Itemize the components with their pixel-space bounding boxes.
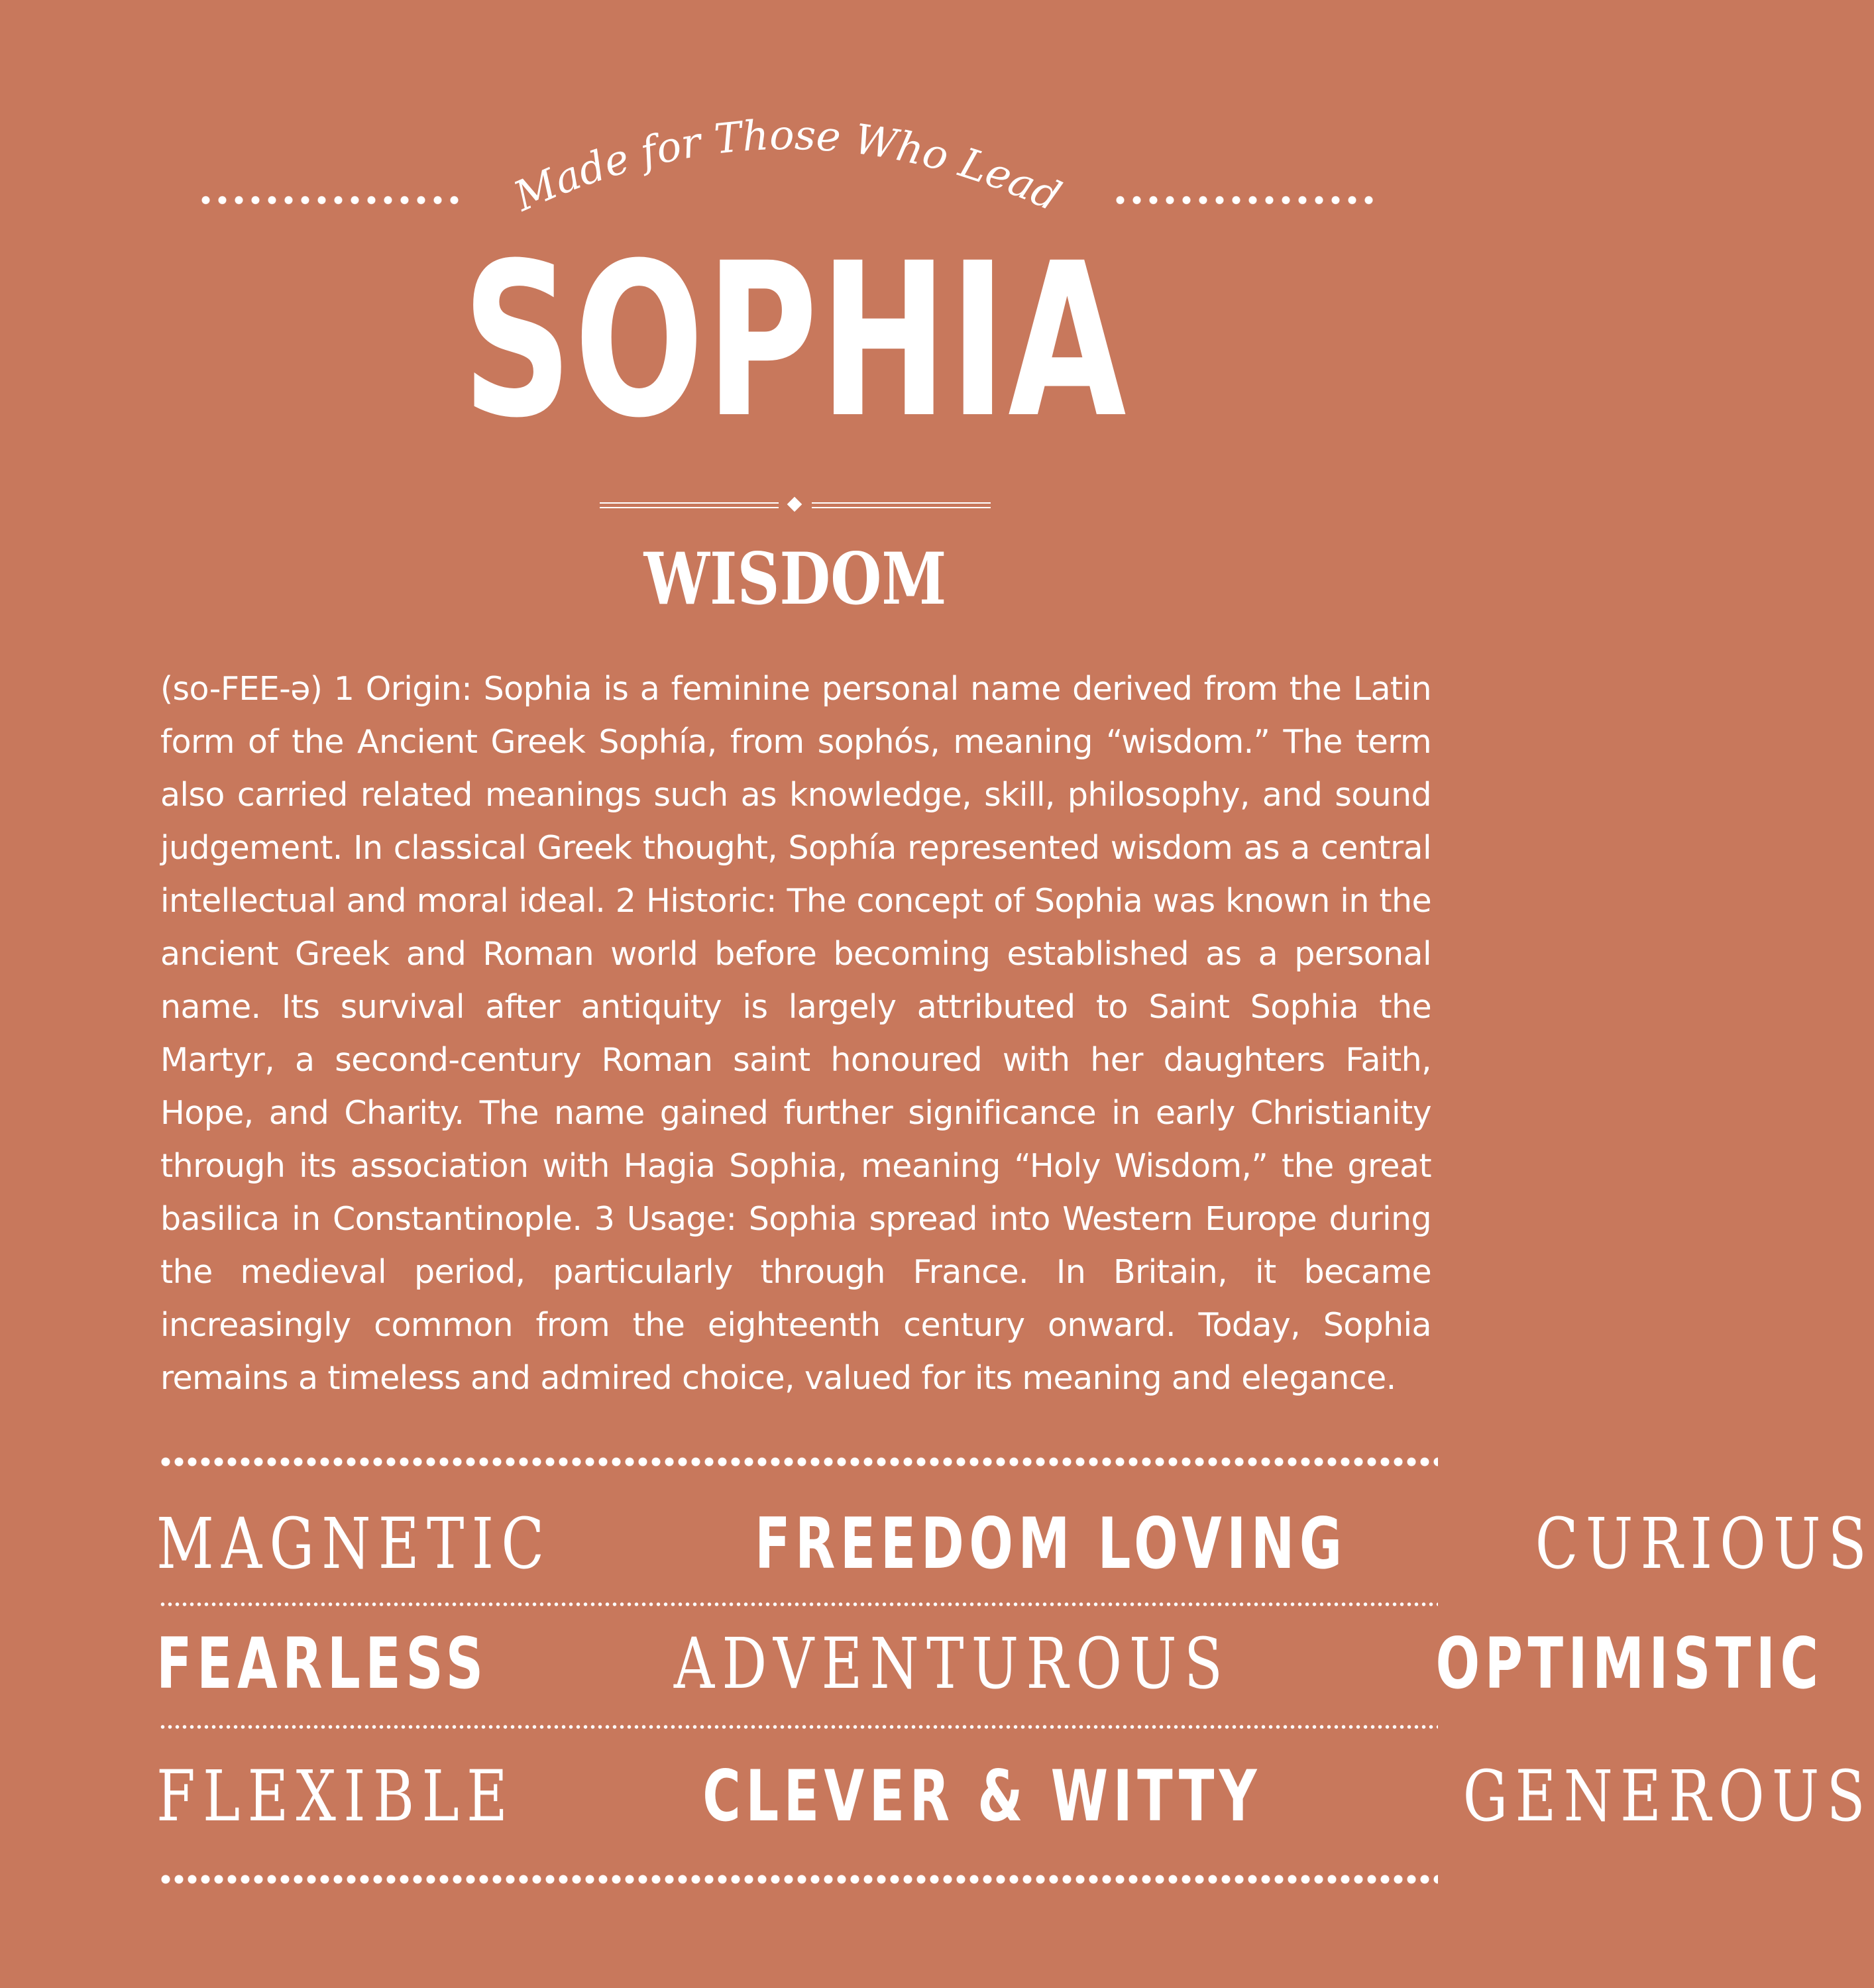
trait-word: ADVENTUROUS xyxy=(674,1623,1231,1704)
tagline-arc xyxy=(506,110,1068,229)
trait-word: OPTIMISTIC xyxy=(1435,1623,1824,1704)
tagline-text: Made for Those Who Lead xyxy=(506,110,1068,221)
dotted-divider-bottom xyxy=(159,1874,1438,1885)
trait-word: FREEDOM LOVING xyxy=(754,1503,1347,1584)
trait-word: GENEROUS xyxy=(1462,1755,1873,1837)
dotted-divider-right xyxy=(1112,195,1377,205)
dotted-divider-top xyxy=(159,1457,1438,1467)
diamond-icon xyxy=(787,497,802,512)
dotted-divider-left xyxy=(197,195,463,205)
ornament-line-right xyxy=(812,502,991,508)
dotted-rule-1 xyxy=(159,1602,1438,1606)
name-heading: SOPHIA xyxy=(462,218,1129,465)
dotted-rule-2 xyxy=(159,1725,1438,1729)
tagline-row xyxy=(197,110,1377,229)
meaning-heading: WISDOM xyxy=(643,537,947,621)
trait-row-1 xyxy=(156,1503,1874,1584)
trait-row-3 xyxy=(156,1755,1873,1837)
trait-word: FLEXIBLE xyxy=(156,1755,516,1837)
ornament-divider xyxy=(600,498,991,514)
trait-row-2 xyxy=(156,1623,1824,1704)
trait-word: FEARLESS xyxy=(156,1623,488,1704)
trait-word: CURIOUS xyxy=(1535,1503,1874,1584)
ornament-line-left xyxy=(600,502,779,508)
trait-word: CLEVER & WITTY xyxy=(702,1755,1262,1837)
trait-word: MAGNETIC xyxy=(156,1503,552,1584)
definition-paragraph: (so-FEE-ə) 1 Origin: Sophia is a feminine personal name derived from the Latin form of the Ancient Greek Sophía, from sophós, meaning “wisdom.” The term also carried related meanings such as knowledge, skill, philosophy, and sound judgement. In classical Greek thought, Sophía represented wisdom as a central intellectual and moral ideal. 2 Historic: The concept of Sophia was known in the ancient Greek and Roman world before becoming established as a personal name. Its survival after antiquity is largely attributed to Saint Sophia the Martyr, a second-century Roman saint honoured with her daughters Faith, Hope, and Charity. The name gained further significance in early Christianity through its association with Hagia Sophia, meaning “Holy Wisdom,” the great basilica in Constantinople. 3 Usage: Sophia spread into Western Europe during the medieval period, particularly through France. In Britain, it became increasingly common from the eighteenth century onward. Today, Sophia remains a timeless and admired choice, valued for its meaning and elegance. xyxy=(160,670,1431,1397)
